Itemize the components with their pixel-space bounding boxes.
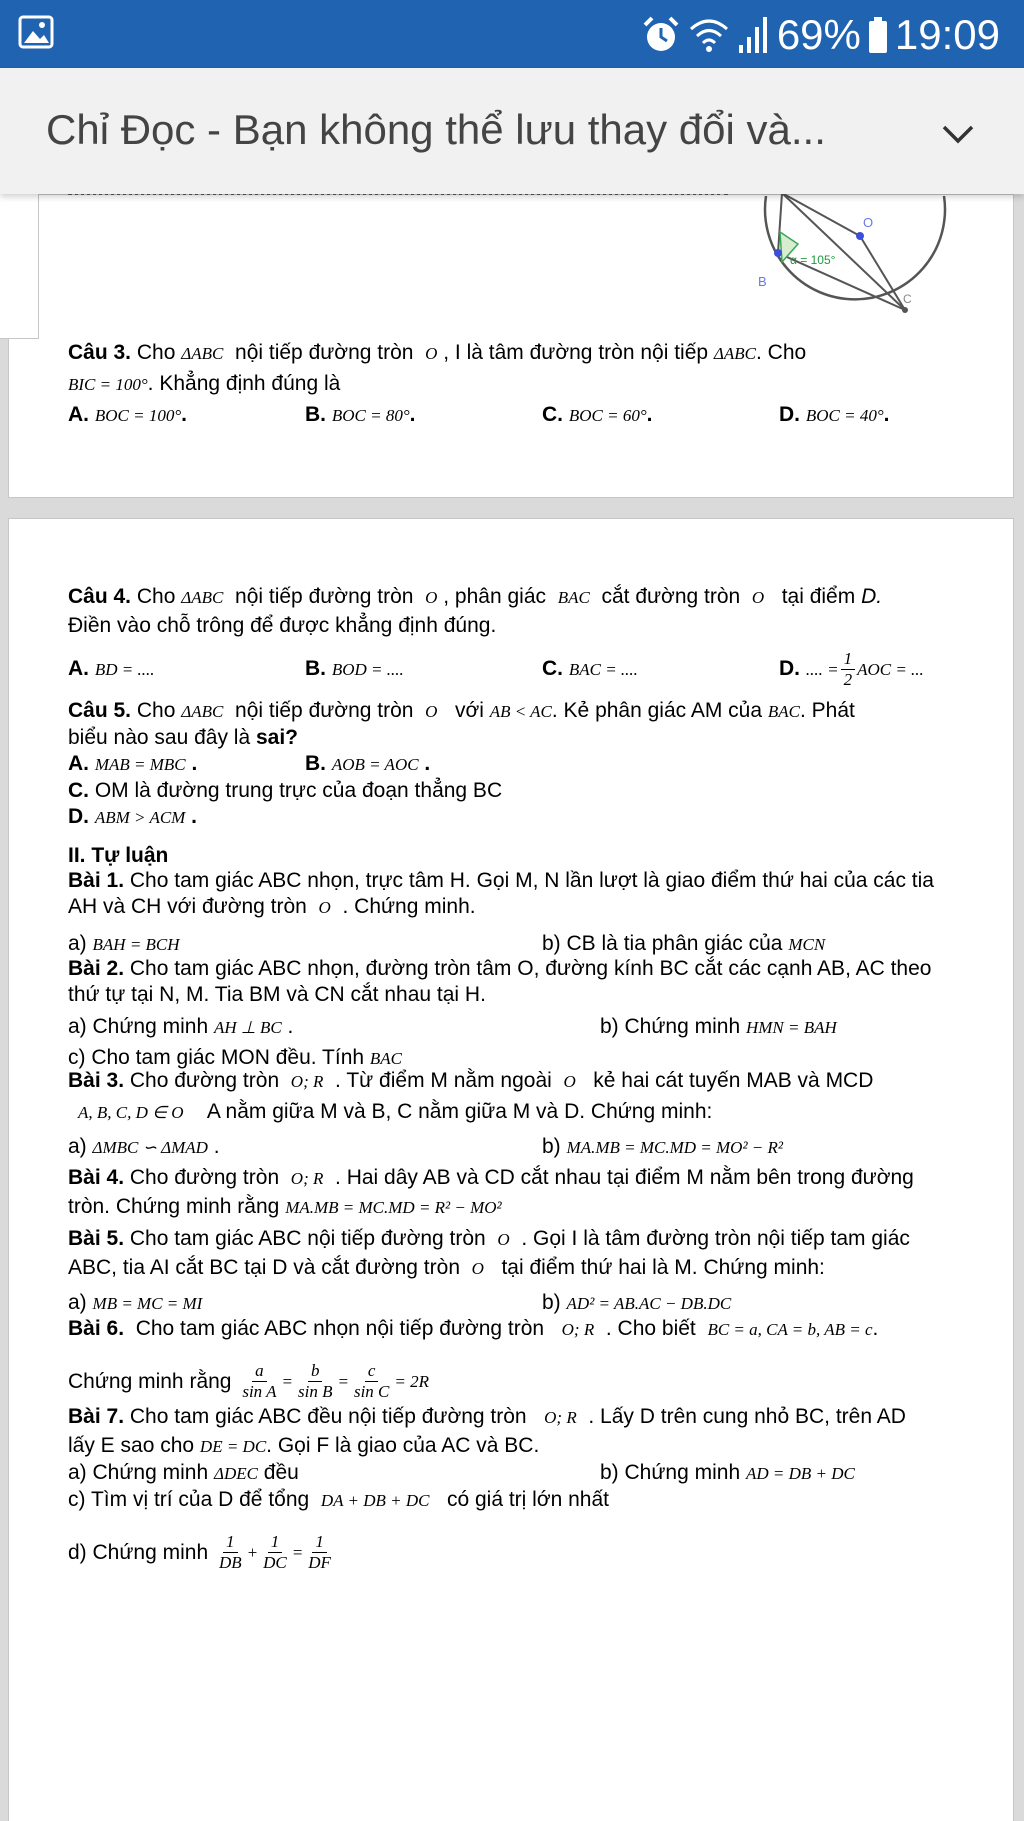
math: MA.MB = MC.MD = R² − MO² xyxy=(285,1198,502,1217)
question-5 xyxy=(68,698,958,831)
point-o xyxy=(856,232,864,240)
exercise-3 xyxy=(68,1068,958,1161)
text: . xyxy=(181,403,187,426)
fraction xyxy=(260,1532,290,1573)
math: AB < AC xyxy=(489,702,552,721)
text: a) Chứng minh xyxy=(68,1461,209,1484)
text: . xyxy=(191,752,198,775)
text: Cho xyxy=(136,341,176,364)
math: BOC = 100° xyxy=(94,406,182,425)
text: Điền vào chỗ trông để được khẳng định đúng. xyxy=(68,614,497,637)
math: BOC = 60° xyxy=(568,406,647,425)
text: tròn. Chứng minh rằng xyxy=(68,1195,280,1218)
math: MB = MC = MI xyxy=(92,1294,203,1313)
text: ABC, tia AI cắt BC tại D và cắt đường tròn xyxy=(68,1256,460,1279)
text: Cho tam giác ABC nội tiếp đường tròn xyxy=(129,1227,486,1250)
text: tại điểm thứ hai là M. Chứng minh: xyxy=(501,1256,825,1279)
math: O; R xyxy=(544,1408,577,1427)
text: Chứng minh rằng xyxy=(68,1369,232,1393)
question-3 xyxy=(68,340,958,429)
fraction-numerator: a xyxy=(252,1361,267,1382)
text: . Lấy D trên cung nhỏ BC, trên AD xyxy=(588,1405,906,1428)
text: OM là đường trung trực của đoạn thẳng BC xyxy=(94,779,503,802)
part-a xyxy=(68,931,542,958)
math: BAC xyxy=(557,588,590,607)
math: DE = DC xyxy=(199,1437,267,1456)
text: tại điểm xyxy=(781,585,856,608)
math: O xyxy=(497,1230,510,1249)
text: b) Chứng minh xyxy=(600,1461,741,1484)
clock-time: 19:09 xyxy=(894,11,1000,58)
math: MA.MB = MC.MD = MO² − R² xyxy=(566,1138,783,1157)
part-b xyxy=(542,1290,731,1317)
math: ΔABC xyxy=(181,344,224,363)
option-a xyxy=(68,656,305,683)
fraction-denominator: sin A xyxy=(242,1382,277,1401)
text: AH và CH với đường tròn xyxy=(68,895,307,918)
part-label: b) xyxy=(542,1291,561,1314)
text: . Khẳng định đúng là xyxy=(147,372,341,395)
part-a xyxy=(68,1014,600,1041)
text: c) Cho tam giác MON đều. Tính xyxy=(68,1046,365,1069)
math: + xyxy=(246,1542,259,1562)
text: . Từ điểm M nằm ngoài xyxy=(335,1069,552,1092)
text: b) Chứng minh xyxy=(600,1015,741,1038)
fraction-numerator: c xyxy=(365,1361,379,1382)
option-letter: C. xyxy=(68,779,89,802)
text: . Chứng minh. xyxy=(342,895,476,918)
text: . xyxy=(191,805,198,828)
text: Cho tam giác ABC nhọn, trực tâm H. Gọi M, N lần lượt là giao điểm thứ hai của các tia xyxy=(129,869,934,892)
text: với xyxy=(454,699,484,722)
math: ΔABC xyxy=(181,588,224,607)
part-b xyxy=(600,1460,855,1487)
math: O xyxy=(425,588,438,607)
math: ΔABC xyxy=(181,702,224,721)
text: b) CB là tia phân giác của xyxy=(542,932,783,955)
math: MCN xyxy=(788,935,826,954)
chevron-down-icon[interactable] xyxy=(938,114,978,154)
read-only-banner[interactable] xyxy=(0,68,1024,194)
math: O; R xyxy=(561,1320,595,1339)
option-letter: A. xyxy=(68,403,89,426)
option-b xyxy=(305,402,542,429)
math: O xyxy=(425,702,438,721)
math: HMN = BAH xyxy=(745,1018,837,1037)
option-letter: D. xyxy=(779,657,800,681)
math: BAC xyxy=(369,1049,403,1068)
math: BOC = 40° xyxy=(805,406,884,425)
banner-title: Chỉ Đọc - Bạn không thể lưu thay đổi và... xyxy=(46,106,826,153)
point-c xyxy=(902,307,908,313)
math: BAC = .... xyxy=(568,660,638,679)
text: , I là tâm đường tròn nội tiếp xyxy=(443,341,709,364)
part-a xyxy=(68,1134,542,1161)
exercise-6 xyxy=(68,1316,958,1402)
text: . xyxy=(287,1015,294,1038)
math: O; R xyxy=(290,1072,324,1091)
exercise-label: Bài 1. xyxy=(68,869,125,892)
math: ABM > ACM xyxy=(94,808,186,827)
fraction-denominator: sin C xyxy=(353,1382,390,1401)
text: . xyxy=(872,1317,879,1340)
math: A, B, C, D ∈ O xyxy=(78,1103,184,1122)
math: = xyxy=(291,1542,304,1562)
part-a xyxy=(68,1460,600,1487)
option-letter: C. xyxy=(542,657,563,680)
fraction-denominator: DB xyxy=(218,1553,242,1572)
option-letter: D. xyxy=(68,805,89,828)
option-letter: A. xyxy=(68,752,89,775)
fraction xyxy=(239,1361,279,1402)
fraction-numerator: 1 xyxy=(312,1532,327,1553)
text: đều xyxy=(263,1461,299,1484)
math: BAC xyxy=(767,702,800,721)
math: ΔABC xyxy=(713,344,756,363)
circle-figure xyxy=(740,188,960,328)
exercise-7 xyxy=(68,1404,958,1573)
math: BC = a, CA = b, AB = c xyxy=(707,1320,873,1339)
text: . xyxy=(424,752,431,775)
option-letter: B. xyxy=(305,752,326,775)
wifi-icon xyxy=(687,15,731,55)
text: . xyxy=(883,403,890,426)
fraction-denominator: DC xyxy=(263,1553,287,1572)
text: a) Chứng minh xyxy=(68,1015,209,1038)
status-bar xyxy=(0,0,1024,68)
math: = 2R xyxy=(394,1371,429,1391)
question-label: Câu 3. xyxy=(68,341,132,364)
math: BAH = BCH xyxy=(92,935,180,954)
section-title: II. Tự luận xyxy=(68,844,169,867)
text: thứ tự tại N, M. Tia BM và CN cắt nhau tại H. xyxy=(68,983,486,1006)
point-b xyxy=(774,249,782,257)
option-d xyxy=(779,649,924,690)
math: MAB = MBC xyxy=(94,755,186,774)
option-d xyxy=(68,804,958,831)
text: Cho tam giác ABC nhọn, đường tròn tâm O, đường kính BC cắt các cạnh AB, AC theo xyxy=(129,957,932,980)
text: có giá trị lớn nhất xyxy=(446,1488,609,1511)
exercise-label: Bài 5. xyxy=(68,1227,125,1250)
text: biểu nào sau đây là xyxy=(68,726,251,749)
exercise-label: Bài 3. xyxy=(68,1069,125,1092)
text: A nằm giữa M và B, C nằm giữa M và D. Chứng minh: xyxy=(206,1100,713,1123)
text: Cho tam giác ABC đều nội tiếp đường tròn xyxy=(129,1405,527,1428)
exercise-label: Bài 2. xyxy=(68,957,125,980)
text: . Phát xyxy=(799,699,855,722)
option-letter: A. xyxy=(68,657,89,680)
battery-icon xyxy=(867,15,889,55)
text: . Cho xyxy=(756,341,807,364)
option-letter: D. xyxy=(779,403,800,426)
option-d xyxy=(779,402,889,429)
text: . xyxy=(409,403,416,426)
part-label: a) xyxy=(68,1135,87,1158)
exercise-label: Bài 4. xyxy=(68,1166,125,1189)
part-b xyxy=(600,1014,837,1041)
exercise-1 xyxy=(68,868,958,958)
math: DA + DB + DC xyxy=(320,1491,430,1510)
math: O xyxy=(318,898,331,917)
math: AD = DB + DC xyxy=(745,1464,855,1483)
label-c: C xyxy=(903,292,912,306)
math: AOC = ... xyxy=(857,660,924,680)
option-c xyxy=(542,402,779,429)
question-4 xyxy=(68,584,958,690)
part-d xyxy=(68,1532,958,1573)
fraction xyxy=(216,1532,245,1573)
text: cắt đường tròn xyxy=(601,585,741,608)
text: , phân giác xyxy=(443,585,547,608)
gallery-icon xyxy=(18,14,54,50)
text: Cho đường tròn xyxy=(129,1166,280,1189)
math: BD = .... xyxy=(94,660,155,679)
text: Cho xyxy=(136,585,176,608)
math: BOD = .... xyxy=(331,660,404,679)
exercise-5 xyxy=(68,1226,958,1317)
fraction-numerator: 1 xyxy=(268,1532,283,1553)
text: c) Tìm vị trí của D để tổng xyxy=(68,1488,310,1511)
text: Cho tam giác ABC nhọn nội tiếp đường tròn xyxy=(135,1317,545,1340)
text: nội tiếp đường tròn xyxy=(235,341,414,364)
math: AD² = AB.AC − DB.DC xyxy=(566,1294,732,1313)
label-b: B xyxy=(758,274,767,289)
fraction-denominator: sin B xyxy=(297,1382,333,1401)
angle-label: α = 105° xyxy=(790,253,836,267)
fraction-numerator: b xyxy=(308,1361,323,1382)
battery-percent: 69% xyxy=(776,11,861,58)
text: . Gọi I là tâm đường tròn nội tiếp tam giác xyxy=(521,1227,910,1250)
previous-page-edge xyxy=(0,194,39,339)
text: Cho đường tròn xyxy=(129,1069,280,1092)
text: . Gọi F là giao của AC và BC. xyxy=(266,1434,540,1457)
text: . xyxy=(646,403,653,426)
fraction-denominator: DF xyxy=(308,1553,331,1572)
fraction xyxy=(841,649,856,690)
text: lấy E sao cho xyxy=(68,1434,195,1457)
exercise-2 xyxy=(68,956,958,1072)
math: ΔMBC ∽ ΔMAD xyxy=(92,1138,208,1157)
part-c xyxy=(68,1487,958,1514)
part-label: a) xyxy=(68,1291,87,1314)
exercise-label: Bài 7. xyxy=(68,1405,125,1428)
fraction-denominator: 2 xyxy=(843,670,853,689)
text: kẻ hai cát tuyến MAB và MCD xyxy=(593,1069,874,1092)
text: . Cho biết xyxy=(605,1317,696,1340)
text: d) Chứng minh xyxy=(68,1540,209,1564)
math: AH ⊥ BC xyxy=(213,1018,282,1037)
math: .... = xyxy=(805,660,839,680)
math: O xyxy=(471,1259,484,1278)
text: nội tiếp đường tròn xyxy=(235,585,414,608)
text: D. xyxy=(861,585,883,608)
math: O xyxy=(425,344,438,363)
option-letter: B. xyxy=(305,403,326,426)
option-c xyxy=(68,778,958,804)
text: . Hai dây AB và CD cắt nhau tại điểm M nằm bên trong đường xyxy=(335,1166,914,1189)
fraction xyxy=(305,1532,334,1573)
option-letter: B. xyxy=(305,657,326,680)
option-a xyxy=(68,751,305,778)
math: ΔDEC xyxy=(213,1464,258,1483)
question-label: Câu 5. xyxy=(68,699,132,722)
fraction-numerator: 1 xyxy=(223,1532,238,1553)
math: BOC = 80° xyxy=(331,406,410,425)
label-o: O xyxy=(863,215,874,230)
question-label: Câu 4. xyxy=(68,585,132,608)
option-b xyxy=(305,656,542,683)
math: O xyxy=(563,1072,576,1091)
part-label: b) xyxy=(542,1135,561,1158)
part-label: a) xyxy=(68,932,87,955)
text: . Kẻ phân giác AM của xyxy=(551,699,763,722)
option-c xyxy=(542,656,779,683)
math: O xyxy=(751,588,765,607)
text: Cho xyxy=(136,699,176,722)
math: = xyxy=(281,1371,293,1391)
math: BIC = 100° xyxy=(68,375,148,394)
alarm-icon xyxy=(641,15,681,55)
math: = xyxy=(337,1371,349,1391)
math: O; R xyxy=(290,1169,324,1188)
fraction xyxy=(295,1361,335,1402)
fraction-numerator: 1 xyxy=(841,649,856,670)
text: . xyxy=(213,1135,220,1158)
text: sai? xyxy=(255,726,299,749)
text: nội tiếp đường tròn xyxy=(235,699,414,722)
option-a xyxy=(68,402,305,429)
math: AOB = AOC xyxy=(331,755,419,774)
part-b xyxy=(542,931,825,958)
option-letter: C. xyxy=(542,403,563,426)
option-b xyxy=(305,751,430,778)
exercise-4 xyxy=(68,1165,958,1221)
part-b xyxy=(542,1134,783,1161)
exercise-label: Bài 6. xyxy=(68,1317,125,1340)
signal-icon xyxy=(737,15,771,55)
part-a xyxy=(68,1290,542,1317)
fraction xyxy=(351,1361,392,1402)
